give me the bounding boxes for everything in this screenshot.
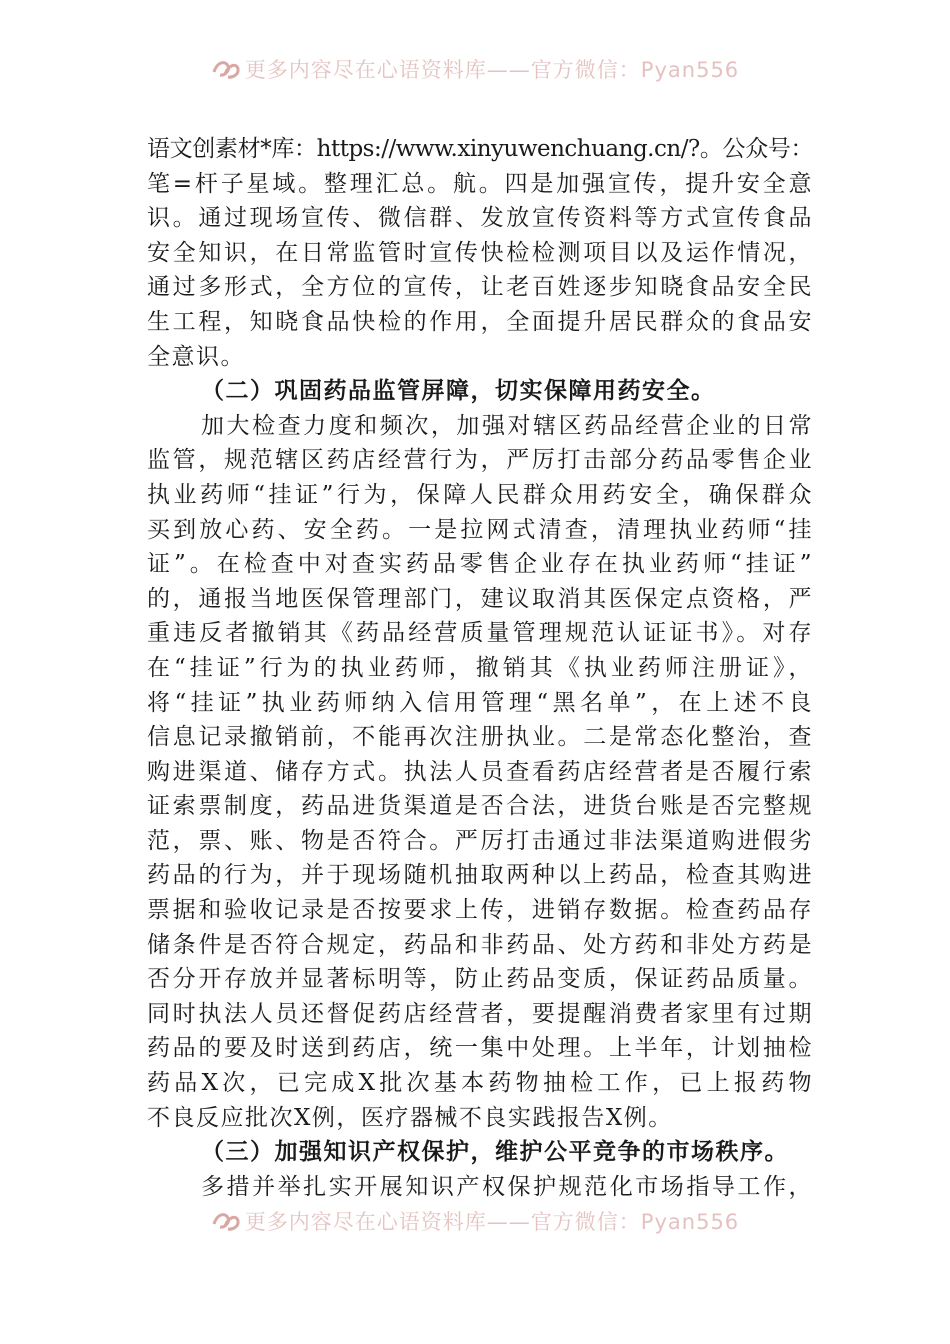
text-line: 买到放心药、安全药。一是拉网式清查，清理执业药师“挂 [147, 516, 813, 543]
logo-icon [211, 1210, 241, 1232]
text-line: 全意识。 [147, 343, 245, 370]
watermark-header [0, 54, 950, 94]
watermark-footer [0, 1206, 950, 1246]
text-line: 否分开存放并显著标明等，防止药品变质，保证药品质量。 [147, 966, 813, 993]
text-line: 执业药师“挂证”行为，保障人民群众用药安全，确保群众 [147, 481, 813, 508]
text-line: 购进渠道、储存方式。执法人员查看药店经营者是否履行索 [147, 758, 813, 785]
text-line: 储条件是否符合规定，药品和非药品、处方药和非处方药是 [147, 931, 813, 958]
text-line: 多措并举扎实开展知识产权保护规范化市场指导工作， [201, 1173, 813, 1200]
text-line: 通过多形式，全方位的宣传，让老百姓逐步知晓食品安全民 [147, 274, 813, 301]
text-line: 证索票制度，药品进货渠道是否合法，进货台账是否完整规 [147, 793, 813, 820]
text-line: 识。通过现场宣传、微信群、发放宣传资料等方式宣传食品 [147, 205, 813, 232]
text-line: 生工程，知晓食品快检的作用，全面提升居民群众的食品安 [147, 308, 813, 335]
watermark-text: 更多内容尽在心语资料库——官方微信：Pyan556 [244, 1210, 740, 1234]
text-line: 票据和验收记录是否按要求上传，进销存数据。检查药品存 [147, 897, 813, 924]
text-line: 的，通报当地医保管理部门，建议取消其医保定点资格，严 [147, 585, 813, 612]
text-line: 在“挂证”行为的执业药师，撤销其《执业药师注册证》， [147, 654, 813, 681]
text-line: 笔=杆子星域。整理汇总。航。四是加强宣传，提升安全意 [147, 170, 813, 197]
text-line: 重违反者撤销其《药品经营质量管理规范认证证书》。对存 [147, 620, 813, 647]
text-line: 药品的要及时送到药店，统一集中处理。上半年，计划抽检 [147, 1035, 813, 1062]
text-line: 信息记录撤销前，不能再次注册执业。二是常态化整治，查 [147, 724, 813, 751]
text-line: 加大检查力度和频次，加强对辖区药品经营企业的日常 [201, 412, 813, 439]
text-line: 将“挂证”执业药师纳入信用管理“黑名单”，在上述不良 [147, 689, 813, 716]
text-line: 药品X次，已完成X批次基本药物抽检工作，已上报药物 [147, 1070, 813, 1097]
section-heading: （三）加强知识产权保护，维护公平竞争的市场秩序。 [201, 1138, 789, 1166]
text-line: 监管，规范辖区药店经营行为，严厉打击部分药品零售企业 [147, 447, 813, 474]
text-line: 药品的行为，并于现场随机抽取两种以上药品，检查其购进 [147, 862, 813, 889]
text-line: 证”。在检查中对查实药品零售企业存在执业药师“挂证” [147, 551, 813, 578]
logo-icon [211, 58, 241, 80]
text-line: 不良反应批次X例，医疗器械不良实践报告X例。 [147, 1104, 673, 1131]
section-heading: （二）巩固药品监管屏障，切实保障用药安全。 [201, 377, 716, 405]
text-line: 语文创素材*库：https://www.xinyuwenchuang.cn/?。公众号： [147, 136, 813, 162]
text-line: 安全知识，在日常监管时宣传快检检测项目以及运作情况， [147, 239, 813, 266]
text-line: 同时执法人员还督促药店经营者，要提醒消费者家里有过期 [147, 1000, 813, 1027]
watermark-text: 更多内容尽在心语资料库——官方微信：Pyan556 [244, 58, 740, 82]
text-line: 范，票、账、物是否符合。严厉打击通过非法渠道购进假劣 [147, 827, 813, 854]
document-body [147, 132, 813, 1204]
